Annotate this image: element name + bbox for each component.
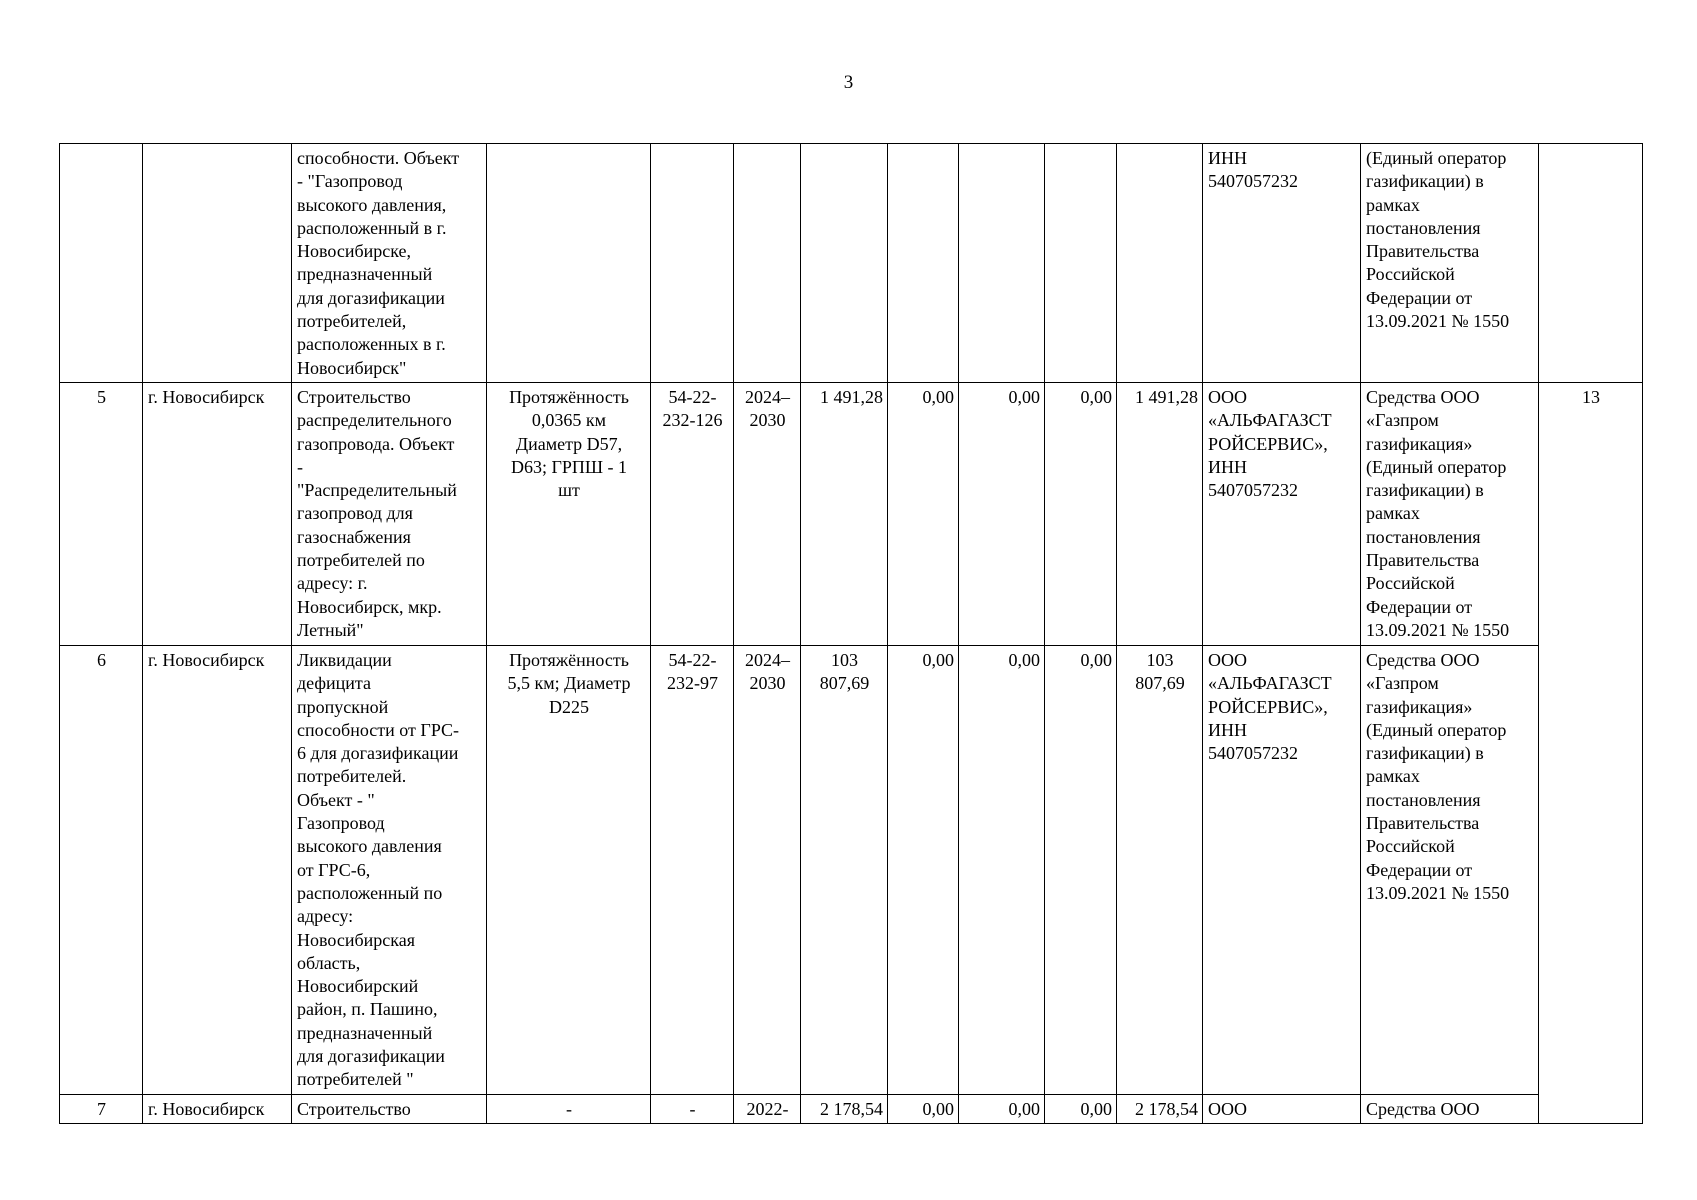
- parameters-cell: Протяжённость 5,5 км; Диаметр D225: [487, 646, 651, 1095]
- value-cell-4: 0,00: [1045, 1095, 1117, 1124]
- table-row: [60, 1095, 1643, 1124]
- years-cell: 2022-: [734, 1095, 801, 1124]
- value-total-cell: [801, 144, 888, 383]
- organization-cell: ООО «АЛЬФАГАЗСТ РОЙСЕРВИС», ИНН 5407057232: [1203, 383, 1361, 646]
- row-number-cell: 5: [60, 383, 143, 646]
- row-number-cell: 6: [60, 646, 143, 1095]
- description-cell: способности. Объект - "Газопровод высокого давления, расположенный в г. Новосибирске, предназначенный для догазификации потребителей, расположенных в г. Новосибирск": [292, 144, 487, 383]
- funding-source-cell: Средства ООО «Газпром газификация» (Единый оператор газификации) в рамках постановления Правительства Российской Федерации от 13.09.2021 № 1550: [1361, 383, 1539, 646]
- value-cell-2: 0,00: [888, 383, 959, 646]
- value-cell-2: 0,00: [888, 646, 959, 1095]
- investment-program-table: [59, 143, 1643, 1124]
- value-cell-5: 1 491,28: [1117, 383, 1203, 646]
- last-column-cell: 13: [1539, 383, 1643, 1124]
- organization-cell: ООО: [1203, 1095, 1361, 1124]
- years-cell: 2024– 2030: [734, 646, 801, 1095]
- place-cell: г. Новосибирск: [143, 646, 292, 1095]
- value-cell-2: [888, 144, 959, 383]
- place-cell: [143, 144, 292, 383]
- code-cell: 54-22- 232-97: [651, 646, 734, 1095]
- description-cell: Ликвидации дефицита пропускной способности от ГРС- 6 для догазификации потребителей. Объект - " Газопровод высокого давления от ГРС-6, расположенный по адресу: Новосибирская область, Новосибирский район, п. Пашино, предназначенный для догазификации потребителей ": [292, 646, 487, 1095]
- value-cell-3: 0,00: [959, 646, 1045, 1095]
- code-cell: -: [651, 1095, 734, 1124]
- table-row: [60, 383, 1643, 646]
- value-cell-2: 0,00: [888, 1095, 959, 1124]
- place-cell: г. Новосибирск: [143, 383, 292, 646]
- funding-source-cell: (Единый оператор газификации) в рамках постановления Правительства Российской Федерации от 13.09.2021 № 1550: [1361, 144, 1539, 383]
- value-cell-3: 0,00: [959, 383, 1045, 646]
- parameters-cell: -: [487, 1095, 651, 1124]
- organization-cell: ИНН 5407057232: [1203, 144, 1361, 383]
- value-cell-3: [959, 144, 1045, 383]
- page-number: 3: [843, 72, 854, 93]
- value-cell-4: [1045, 144, 1117, 383]
- place-cell: г. Новосибирск: [143, 1095, 292, 1124]
- code-cell: 54-22- 232-126: [651, 383, 734, 646]
- organization-cell: ООО «АЛЬФАГАЗСТ РОЙСЕРВИС», ИНН 5407057232: [1203, 646, 1361, 1095]
- value-total-cell: 1 491,28: [801, 383, 888, 646]
- code-cell: [651, 144, 734, 383]
- value-cell-5: [1117, 144, 1203, 383]
- value-total-cell: 103 807,69: [801, 646, 888, 1095]
- years-cell: 2024– 2030: [734, 383, 801, 646]
- value-cell-5: 103 807,69: [1117, 646, 1203, 1095]
- description-cell: Строительство: [292, 1095, 487, 1124]
- description-cell: Строительство распределительного газопровода. Объект - "Распределительный газопровод для газоснабжения потребителей по адресу: г. Новосибирск, мкр. Летный": [292, 383, 487, 646]
- funding-source-cell: Средства ООО: [1361, 1095, 1539, 1124]
- last-column-cell: [1539, 144, 1643, 383]
- row-number-cell: [60, 144, 143, 383]
- parameters-cell: Протяжённость 0,0365 км Диаметр D57, D63; ГРПШ - 1 шт: [487, 383, 651, 646]
- row-number-cell: 7: [60, 1095, 143, 1124]
- value-cell-3: 0,00: [959, 1095, 1045, 1124]
- table-row: [60, 646, 1643, 1095]
- table-row: [60, 144, 1643, 383]
- funding-source-cell: Средства ООО «Газпром газификация» (Единый оператор газификации) в рамках постановления Правительства Российской Федерации от 13.09.2021 № 1550: [1361, 646, 1539, 1095]
- value-cell-5: 2 178,54: [1117, 1095, 1203, 1124]
- value-total-cell: 2 178,54: [801, 1095, 888, 1124]
- years-cell: [734, 144, 801, 383]
- parameters-cell: [487, 144, 651, 383]
- value-cell-4: 0,00: [1045, 383, 1117, 646]
- value-cell-4: 0,00: [1045, 646, 1117, 1095]
